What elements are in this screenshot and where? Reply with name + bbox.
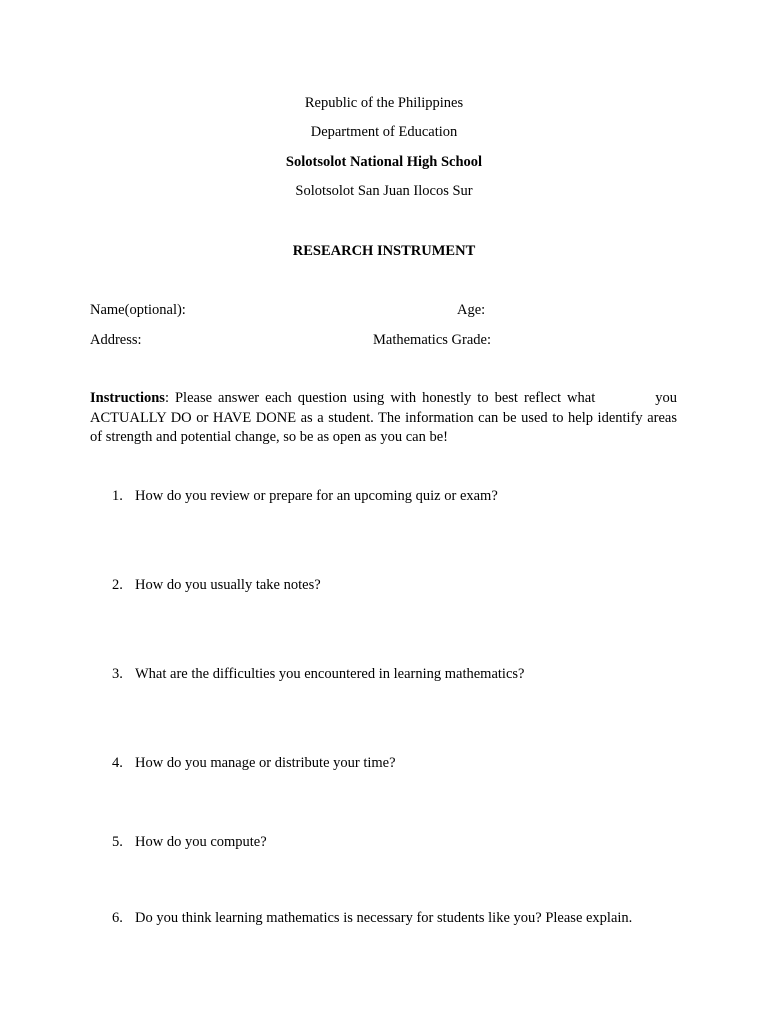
- question-number: 6.: [112, 910, 123, 926]
- address-label: Address:: [90, 332, 142, 348]
- header-location: Solotsolot San Juan Ilocos Sur: [295, 183, 473, 199]
- document-title: RESEARCH INSTRUMENT: [292, 243, 476, 259]
- header-department: Department of Education: [310, 124, 458, 140]
- age-label: Age:: [457, 302, 486, 318]
- question-item: [112, 833, 267, 851]
- question-item: [112, 665, 524, 683]
- instructions-paragraph: [90, 389, 677, 448]
- question-item: [112, 576, 321, 594]
- question-number: 2.: [112, 577, 123, 593]
- instructions-text-1: : Please answer each question using with honestly to best reflect what: [164, 390, 596, 406]
- instructions-label: Instructions: [90, 390, 165, 406]
- question-text: How do you usually take notes?: [135, 577, 321, 593]
- name-label: Name(optional):: [90, 302, 186, 318]
- question-text: How do you compute?: [135, 834, 267, 850]
- question-item: [112, 909, 632, 927]
- question-number: 5.: [112, 834, 123, 850]
- instructions-text-2: you ACTUALLY DO or HAVE DONE as a student. The information can be used to help identify areas of strength and potential change, so be as open as you can be!: [90, 390, 677, 445]
- question-text: How do you manage or distribute your time?: [135, 755, 396, 771]
- question-number: 3.: [112, 666, 123, 682]
- question-number: 1.: [112, 488, 123, 504]
- question-text: What are the difficulties you encountered in learning mathematics?: [135, 666, 525, 682]
- header-republic: Republic of the Philippines: [304, 95, 464, 111]
- question-item: [112, 487, 498, 505]
- question-number: 4.: [112, 755, 123, 771]
- question-text: How do you review or prepare for an upcoming quiz or exam?: [135, 488, 498, 504]
- question-text: Do you think learning mathematics is necessary for students like you? Please explain.: [135, 910, 633, 926]
- header-school: Solotsolot National High School: [285, 154, 483, 170]
- question-item: [112, 754, 396, 772]
- math-grade-label: Mathematics Grade:: [373, 332, 491, 348]
